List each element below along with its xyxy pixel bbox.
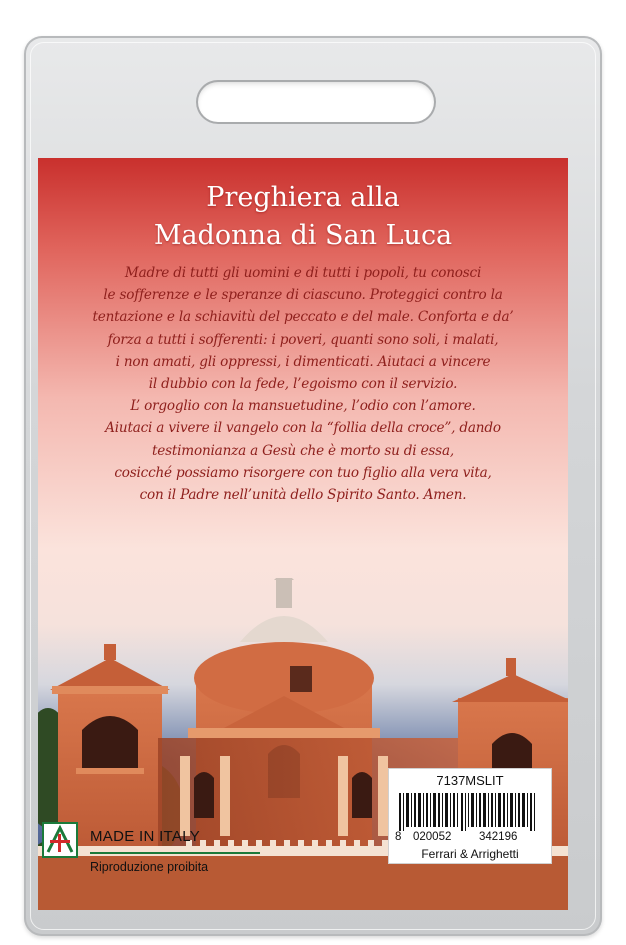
sku-code: 7137MSLIT xyxy=(436,773,504,788)
prayer-text xyxy=(38,262,568,506)
prayer-line: testimonianza a Gesù che è morto su di essa, xyxy=(152,442,454,459)
made-in-italy-badge xyxy=(84,820,284,884)
prayer-line: Madre di tutti gli uomini e di tutti i popoli, tu conosci xyxy=(124,265,482,281)
barcode-group-2: 342196 xyxy=(479,831,518,843)
barcode-label xyxy=(388,768,552,864)
title-line-2: Madonna di San Luca xyxy=(153,220,453,251)
prayer-line: L’ orgoglio con la mansuetudine, l’odio con l’amore. xyxy=(130,398,476,415)
company-name: Ferrari & Arrighetti xyxy=(421,847,519,861)
barcode-first-digit: 8 xyxy=(395,831,402,843)
prayer-line: tentazione e la schiavitù del peccato e del male. Conforta e da’ xyxy=(92,309,514,326)
prayer-line: cosicché possiamo risorgere con tuo figlio alla vera vita, xyxy=(114,464,492,481)
divider xyxy=(90,852,260,854)
prayer-line: Aiutaci a vivere il vangelo con la “follia della croce”, dando xyxy=(105,420,501,437)
prayer-line: con il Padre nell’unità dello Spirito Santo. Amen. xyxy=(139,487,467,504)
made-in-italy-label: MADE IN ITALY xyxy=(90,828,201,845)
barcode-icon xyxy=(399,793,543,831)
prayer-line: il dubbio con la fede, l’egoismo con il servizio. xyxy=(148,376,458,393)
barcode-group-1: 020052 xyxy=(413,831,452,843)
title-line-1: Preghiera alla xyxy=(206,182,400,213)
prayer-line: forza a tutti i sofferenti: i poveri, quanti sono soli, i malati, xyxy=(107,331,499,348)
prayer-line: i non amati, gli oppressi, i dimenticati. Aiutaci a vincere xyxy=(115,353,491,370)
reproduction-notice: Riproduzione proibita xyxy=(90,860,209,874)
prayer-line: le sofferenze e le speranze di ciascuno. Proteggici contro la xyxy=(103,287,503,304)
hang-hole xyxy=(196,80,436,124)
fa-monogram-icon xyxy=(42,822,78,858)
